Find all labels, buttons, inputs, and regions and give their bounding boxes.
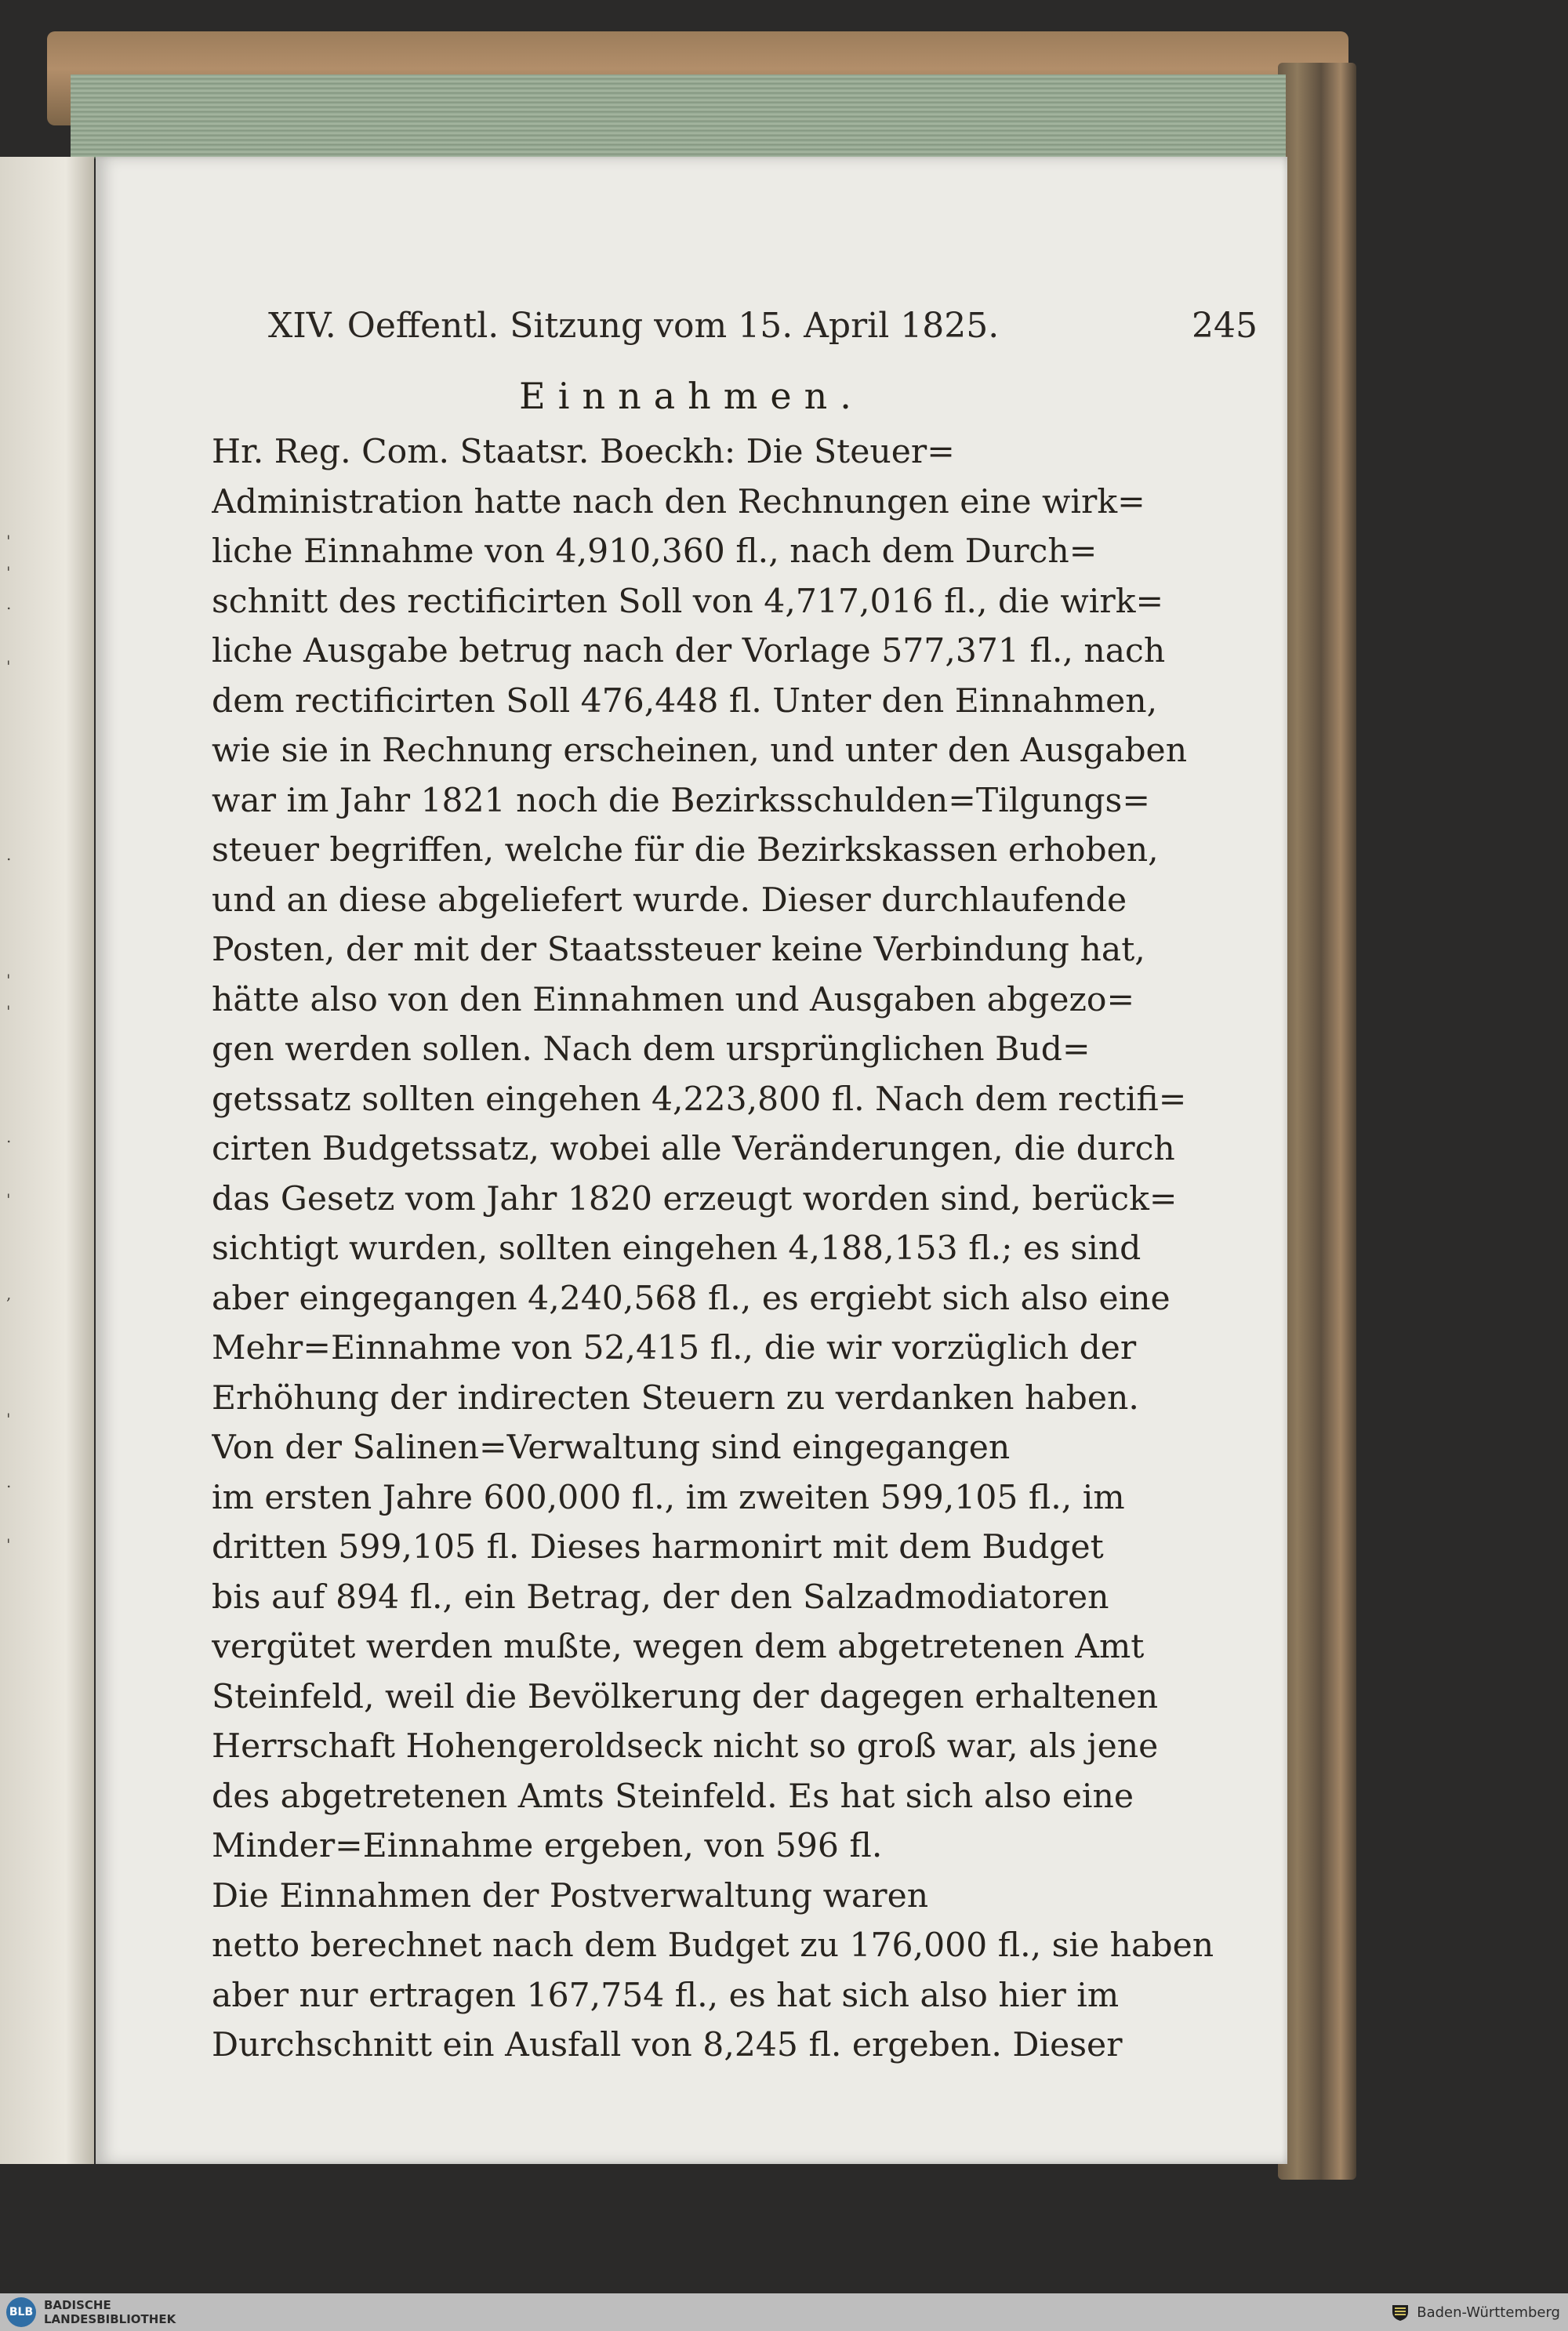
- library-name[interactable]: [44, 2298, 176, 2326]
- baden-wuerttemberg-link[interactable]: [1390, 2301, 1560, 2323]
- text-line: dem rectificirten Soll 476,448 fl. Unter den Einnahmen,: [212, 681, 1158, 721]
- text-line: cirten Budgetssatz, wobei alle Veränderungen, die durch: [212, 1130, 1175, 1168]
- text-line: Posten, der mit der Staatssteuer keine Verbindung hat,: [212, 931, 1145, 969]
- page-edges: [71, 74, 1286, 158]
- text-line: liche Einnahme von 4,910,360 fl., nach dem Durch=: [212, 532, 1098, 571]
- book-page: [96, 157, 1287, 2164]
- text-line: Minder=Einnahme ergeben, von 596 fl.: [212, 1827, 883, 1865]
- text-line: Mehr=Einnahme von 52,415 fl., die wir vorzüglich der: [212, 1329, 1137, 1367]
- text-line: hätte also von den Einnahmen und Ausgaben abgezo=: [212, 980, 1135, 1019]
- text-line: Erhöhung der indirecten Steuern zu verdanken haben.: [212, 1378, 1139, 1418]
- text-line: sichtigt wurden, sollten eingehen 4,188,153 fl.; es sind: [212, 1229, 1142, 1268]
- book-cover-edge: [1278, 63, 1356, 2180]
- section-title: Einnahmen.: [519, 375, 864, 417]
- text-line: war im Jahr 1821 noch die Bezirksschulden=Tilgungs=: [212, 781, 1150, 820]
- text-line: Durchschnitt ein Ausfall von 8,245 fl. ergeben. Dieser: [212, 2026, 1123, 2064]
- text-line: im ersten Jahre 600,000 fl., im zweiten 599,105 fl., im: [212, 1478, 1125, 1517]
- text-line: Administration hatte nach den Rechnungen eine wirk=: [212, 482, 1145, 521]
- text-line: steuer begriffen, welche für die Bezirkskassen erhoben,: [212, 831, 1159, 870]
- text-line: liche Ausgabe betrug nach der Vorlage 577,371 fl., nach: [212, 632, 1166, 670]
- text-line: und an diese abgeliefert wurde. Dieser durchlaufende: [212, 880, 1127, 920]
- text-line: wie sie in Rechnung erscheinen, und unter den Ausgaben: [212, 732, 1188, 770]
- footer-bar: [0, 2293, 1568, 2331]
- text-line: vergütet werden mußte, wegen dem abgetretenen Amt: [212, 1628, 1145, 1666]
- text-line: Steinfeld, weil die Bevölkerung der dagegen erhaltenen: [212, 1677, 1159, 1716]
- left-page-marks: ' ' . ' . ' ' . ' , ' . ': [6, 532, 12, 1554]
- text-line: Hr. Reg. Com. Staatsr. Boeckh: Die Steuer=: [212, 433, 955, 471]
- library-name-line2: LANDESBIBLIOTHEK: [44, 2312, 176, 2326]
- text-line: das Gesetz vom Jahr 1820 erzeugt worden sind, berück=: [212, 1179, 1178, 1218]
- text-line: aber eingegangen 4,240,568 fl., es ergiebt sich also eine: [212, 1279, 1171, 1318]
- left-page-margin: [0, 157, 94, 2164]
- text-line: des abgetretenen Amts Steinfeld. Es hat sich also eine: [212, 1777, 1134, 1816]
- library-name-line1: BADISCHE: [44, 2298, 111, 2312]
- running-head: [268, 306, 1258, 361]
- page-number: 245: [1192, 306, 1258, 346]
- text-line: gen werden sollen. Nach dem ursprünglichen Bud=: [212, 1030, 1091, 1069]
- text-line: Die Einnahmen der Postverwaltung waren: [212, 1876, 929, 1915]
- baden-wuerttemberg-label: Baden-Württemberg: [1417, 2304, 1560, 2321]
- body-text: [212, 427, 1262, 2071]
- text-line: netto berechnet nach dem Budget zu 176,000 fl., sie haben: [212, 1926, 1214, 1965]
- text-line: getssatz sollten eingehen 4,223,800 fl. Nach dem rectifi=: [212, 1080, 1187, 1119]
- text-line: aber nur ertragen 167,754 fl., es hat sich also hier im: [212, 1976, 1120, 2015]
- running-head-title: XIV. Oeffentl. Sitzung vom 15. April 1825.: [268, 306, 1000, 346]
- blb-logo[interactable]: BLB: [6, 2297, 36, 2327]
- text-line: bis auf 894 fl., ein Betrag, der den Salzadmodiatoren: [212, 1578, 1109, 1617]
- coat-of-arms-icon: [1390, 2302, 1410, 2322]
- text-line: schnitt des rectificirten Soll von 4,717,016 fl., die wirk=: [212, 582, 1164, 621]
- text-line: Herrschaft Hohengeroldseck nicht so groß war, als jene: [212, 1727, 1159, 1766]
- text-line: dritten 599,105 fl. Dieses harmonirt mit dem Budget: [212, 1528, 1104, 1567]
- text-line: Von der Salinen=Verwaltung sind eingegangen: [212, 1429, 1011, 1467]
